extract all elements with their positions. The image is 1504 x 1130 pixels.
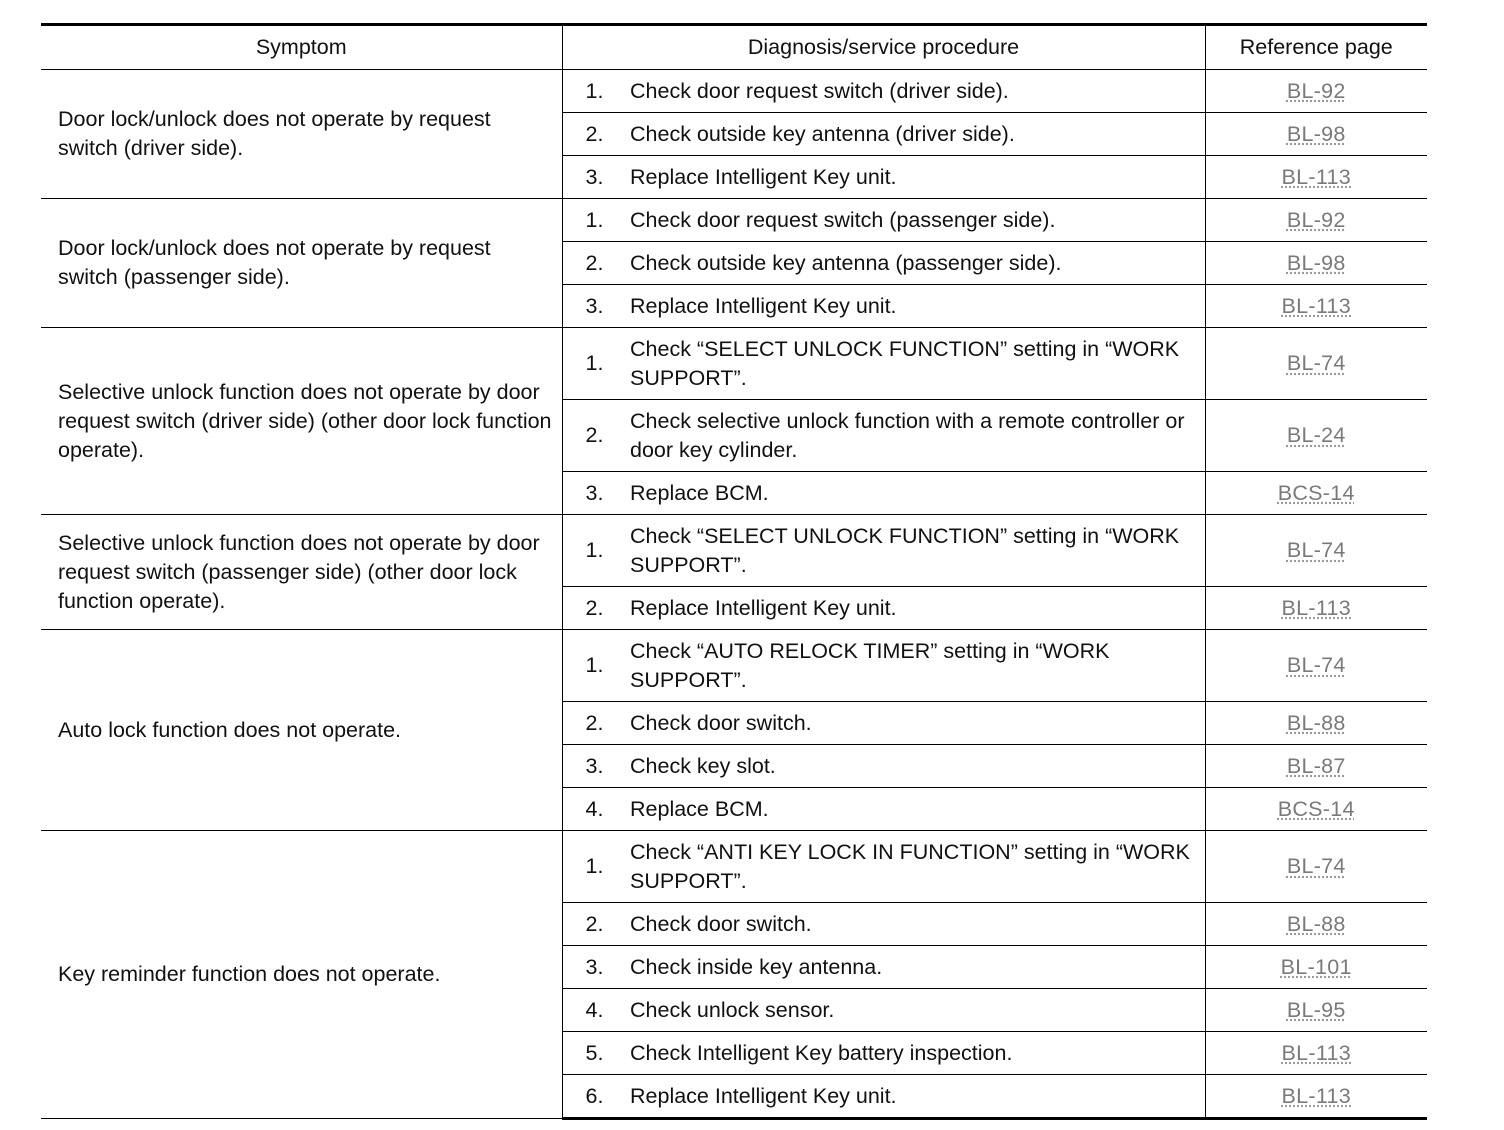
reference-cell bbox=[1205, 788, 1427, 831]
reference-link[interactable]: BL-95 bbox=[1286, 997, 1346, 1022]
reference-link[interactable]: BL-113 bbox=[1281, 1083, 1352, 1108]
table-row bbox=[41, 328, 1427, 400]
reference-link[interactable]: BL-88 bbox=[1286, 911, 1346, 936]
reference-header: Reference page bbox=[1205, 25, 1427, 70]
step-text: Replace Intelligent Key unit. bbox=[630, 285, 1205, 328]
reference-link[interactable]: BL-113 bbox=[1281, 164, 1352, 189]
step-text: Check “SELECT UNLOCK FUNCTION” setting in “WORK SUPPORT”. bbox=[630, 328, 1205, 400]
step-text: Check door request switch (passenger side). bbox=[630, 199, 1205, 242]
step-text: Replace Intelligent Key unit. bbox=[630, 156, 1205, 199]
reference-link[interactable]: BCS-14 bbox=[1277, 480, 1355, 505]
step-number: 1. bbox=[562, 70, 630, 113]
reference-link[interactable]: BL-74 bbox=[1286, 854, 1346, 878]
symptom-cell: Key reminder function does not operate. bbox=[41, 831, 562, 1119]
reference-cell bbox=[1205, 285, 1427, 328]
step-text: Replace BCM. bbox=[630, 788, 1205, 831]
reference-link[interactable]: BL-74 bbox=[1286, 538, 1346, 562]
reference-link[interactable]: BL-92 bbox=[1286, 207, 1346, 232]
reference-link[interactable]: BL-113 bbox=[1281, 293, 1352, 318]
procedure-header: Diagnosis/service procedure bbox=[562, 25, 1205, 70]
symptom-cell: Selective unlock function does not operate by door request switch (driver side) (other door lock function operate). bbox=[41, 328, 562, 515]
reference-cell bbox=[1205, 587, 1427, 630]
step-number: 3. bbox=[562, 745, 630, 788]
step-number: 1. bbox=[562, 630, 630, 702]
reference-cell bbox=[1205, 400, 1427, 472]
reference-link[interactable]: BL-88 bbox=[1286, 710, 1346, 735]
reference-cell bbox=[1205, 630, 1427, 702]
reference-cell bbox=[1205, 199, 1427, 242]
step-number: 2. bbox=[562, 903, 630, 946]
step-text: Check key slot. bbox=[630, 745, 1205, 788]
step-number: 1. bbox=[562, 831, 630, 903]
reference-link[interactable]: BCS-14 bbox=[1277, 796, 1355, 821]
step-number: 4. bbox=[562, 989, 630, 1032]
reference-link[interactable]: BL-74 bbox=[1286, 351, 1346, 375]
table-row bbox=[41, 515, 1427, 587]
step-text: Check “SELECT UNLOCK FUNCTION” setting in “WORK SUPPORT”. bbox=[630, 515, 1205, 587]
reference-cell bbox=[1205, 745, 1427, 788]
reference-cell bbox=[1205, 328, 1427, 400]
reference-cell bbox=[1205, 946, 1427, 989]
step-number: 1. bbox=[562, 199, 630, 242]
diagnosis-table-container bbox=[41, 23, 1427, 1120]
step-text: Check door switch. bbox=[630, 702, 1205, 745]
table-row bbox=[41, 831, 1427, 903]
step-number: 2. bbox=[562, 113, 630, 156]
diagnosis-table bbox=[41, 23, 1427, 1120]
step-text: Check “ANTI KEY LOCK IN FUNCTION” setting in “WORK SUPPORT”. bbox=[630, 831, 1205, 903]
step-text: Check unlock sensor. bbox=[630, 989, 1205, 1032]
symptom-cell: Auto lock function does not operate. bbox=[41, 630, 562, 831]
header-row bbox=[41, 25, 1427, 70]
reference-link[interactable]: BL-24 bbox=[1286, 423, 1346, 447]
step-text: Check outside key antenna (driver side). bbox=[630, 113, 1205, 156]
step-number: 2. bbox=[562, 702, 630, 745]
step-text: Check Intelligent Key battery inspection. bbox=[630, 1032, 1205, 1075]
reference-cell bbox=[1205, 242, 1427, 285]
reference-link[interactable]: BL-113 bbox=[1281, 1040, 1352, 1065]
reference-cell bbox=[1205, 702, 1427, 745]
reference-cell bbox=[1205, 113, 1427, 156]
symptom-cell: Selective unlock function does not operate by door request switch (passenger side) (other door lock function operate). bbox=[41, 515, 562, 630]
step-number: 3. bbox=[562, 946, 630, 989]
reference-link[interactable]: BL-113 bbox=[1281, 595, 1352, 620]
reference-link[interactable]: BL-87 bbox=[1286, 753, 1346, 778]
reference-cell bbox=[1205, 70, 1427, 113]
step-text: Check door switch. bbox=[630, 903, 1205, 946]
step-number: 2. bbox=[562, 400, 630, 472]
table-row bbox=[41, 630, 1427, 702]
step-text: Check outside key antenna (passenger side). bbox=[630, 242, 1205, 285]
reference-link[interactable]: BL-74 bbox=[1286, 653, 1346, 677]
reference-cell bbox=[1205, 515, 1427, 587]
symptom-cell: Door lock/unlock does not operate by request switch (passenger side). bbox=[41, 199, 562, 328]
reference-cell bbox=[1205, 903, 1427, 946]
step-text: Replace Intelligent Key unit. bbox=[630, 1075, 1205, 1119]
reference-cell bbox=[1205, 1075, 1427, 1119]
reference-link[interactable]: BL-98 bbox=[1286, 121, 1346, 146]
step-text: Check selective unlock function with a remote controller or door key cylinder. bbox=[630, 400, 1205, 472]
step-number: 1. bbox=[562, 328, 630, 400]
step-text: Replace BCM. bbox=[630, 472, 1205, 515]
reference-cell bbox=[1205, 156, 1427, 199]
step-number: 4. bbox=[562, 788, 630, 831]
reference-link[interactable]: BL-101 bbox=[1280, 954, 1352, 979]
reference-link[interactable]: BL-98 bbox=[1286, 250, 1346, 275]
reference-link[interactable]: BL-92 bbox=[1286, 78, 1346, 103]
step-text: Check inside key antenna. bbox=[630, 946, 1205, 989]
step-text: Check door request switch (driver side). bbox=[630, 70, 1205, 113]
step-text: Replace Intelligent Key unit. bbox=[630, 587, 1205, 630]
reference-cell bbox=[1205, 1032, 1427, 1075]
step-number: 3. bbox=[562, 285, 630, 328]
step-number: 5. bbox=[562, 1032, 630, 1075]
step-number: 1. bbox=[562, 515, 630, 587]
table-row bbox=[41, 199, 1427, 242]
step-number: 3. bbox=[562, 156, 630, 199]
reference-cell bbox=[1205, 472, 1427, 515]
symptom-header: Symptom bbox=[41, 25, 562, 70]
step-text: Check “AUTO RELOCK TIMER” setting in “WORK SUPPORT”. bbox=[630, 630, 1205, 702]
table-row bbox=[41, 70, 1427, 113]
reference-cell bbox=[1205, 831, 1427, 903]
reference-cell bbox=[1205, 989, 1427, 1032]
step-number: 2. bbox=[562, 587, 630, 630]
step-number: 2. bbox=[562, 242, 630, 285]
step-number: 6. bbox=[562, 1075, 630, 1119]
symptom-cell: Door lock/unlock does not operate by request switch (driver side). bbox=[41, 70, 562, 199]
step-number: 3. bbox=[562, 472, 630, 515]
